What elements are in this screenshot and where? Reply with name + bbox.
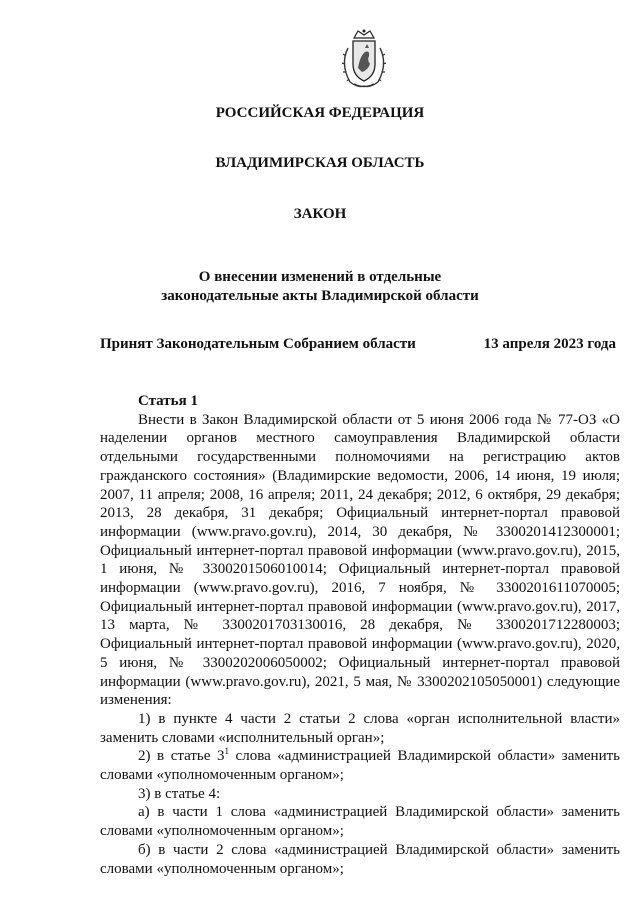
amendment-item-1: 1) в пункте 4 части 2 статьи 2 слова «орган исполнительной власти» заменить словами «исполнительный орган»; xyxy=(100,710,620,746)
adoption-date: 13 апреля 2023 года xyxy=(483,336,616,352)
amendment-item-2-suffix: слова «администрацией Владимирской области» заменить словами «уполномоченным органом»; xyxy=(100,748,620,784)
amendment-item-3b: б) в части 2 слова «администрацией Владимирской области» заменить словами «уполномоченным органом»; xyxy=(100,841,620,877)
law-title-line1: О внесении изменений в отдельные xyxy=(198,269,442,285)
article-intro-paragraph: Внести в Закон Владимирской области от 5 июня 2006 года № 77-ОЗ «О наделении органов местного самоуправления Владимирской области отдельными государственными полномочиями на регистрацию актов гражданского состояния» (Владимирские ведомости, 2006, 14 июня, 19 июля; 2007, 11 апреля; 2008, 16 апреля; 2011, 24 декабря; 2012, 6 октября, 29 декабря; 2013, 28 декабря, 31 декабря; Официальный интернет-портал правовой информации (www.pravo.gov.ru), 2014, 30 декабря, № 3300201412300001; Официальный интернет-портал правовой информации (www.pravo.gov.ru), 2015, 1 июня, № 3300201506010014; Официальный интернет-портал правовой информации (www.pravo.gov.ru), 2016, 7 ноября, № 3300201611070005; Официальный интернет-портал правовой информации (www.pravo.gov.ru), 2017, 13 марта, № 3300201703130016, 28 декабря, № 3300201712280003; Официальный интернет-портал правовой информации (www.pravo.gov.ru), 2020, 5 июня, № 3300202006050002; Официальный интернет-портал правовой информации (www.pravo.gov.ru), 2021, 5 мая, № 3300202105050001) следующие изменения: xyxy=(100,411,620,709)
article-heading: Статья 1 xyxy=(138,393,198,409)
coat-of-arms-emblem xyxy=(338,28,390,90)
superscript-number: 1 xyxy=(224,746,229,757)
article-1 xyxy=(100,392,620,878)
document-type: ЗАКОН xyxy=(293,206,347,222)
country-heading: РОССИЙСКАЯ ФЕДЕРАЦИЯ xyxy=(215,105,425,121)
amendment-item-3a: а) в части 1 слова «администрацией Владимирской области» заменить словами «уполномоченным органом»; xyxy=(100,804,620,840)
region-heading: ВЛАДИМИРСКАЯ ОБЛАСТЬ xyxy=(215,155,425,171)
adoption-line xyxy=(100,336,620,353)
amendment-item-2 xyxy=(100,747,620,784)
amendment-item-2-prefix: 2) в статье 3 xyxy=(138,748,225,765)
amendment-item-3: 3) в статье 4: xyxy=(138,785,221,802)
adoption-label: Принят Законодательным Собранием области xyxy=(100,336,416,352)
law-title-line2: законодательные акты Владимирской области xyxy=(161,288,479,304)
